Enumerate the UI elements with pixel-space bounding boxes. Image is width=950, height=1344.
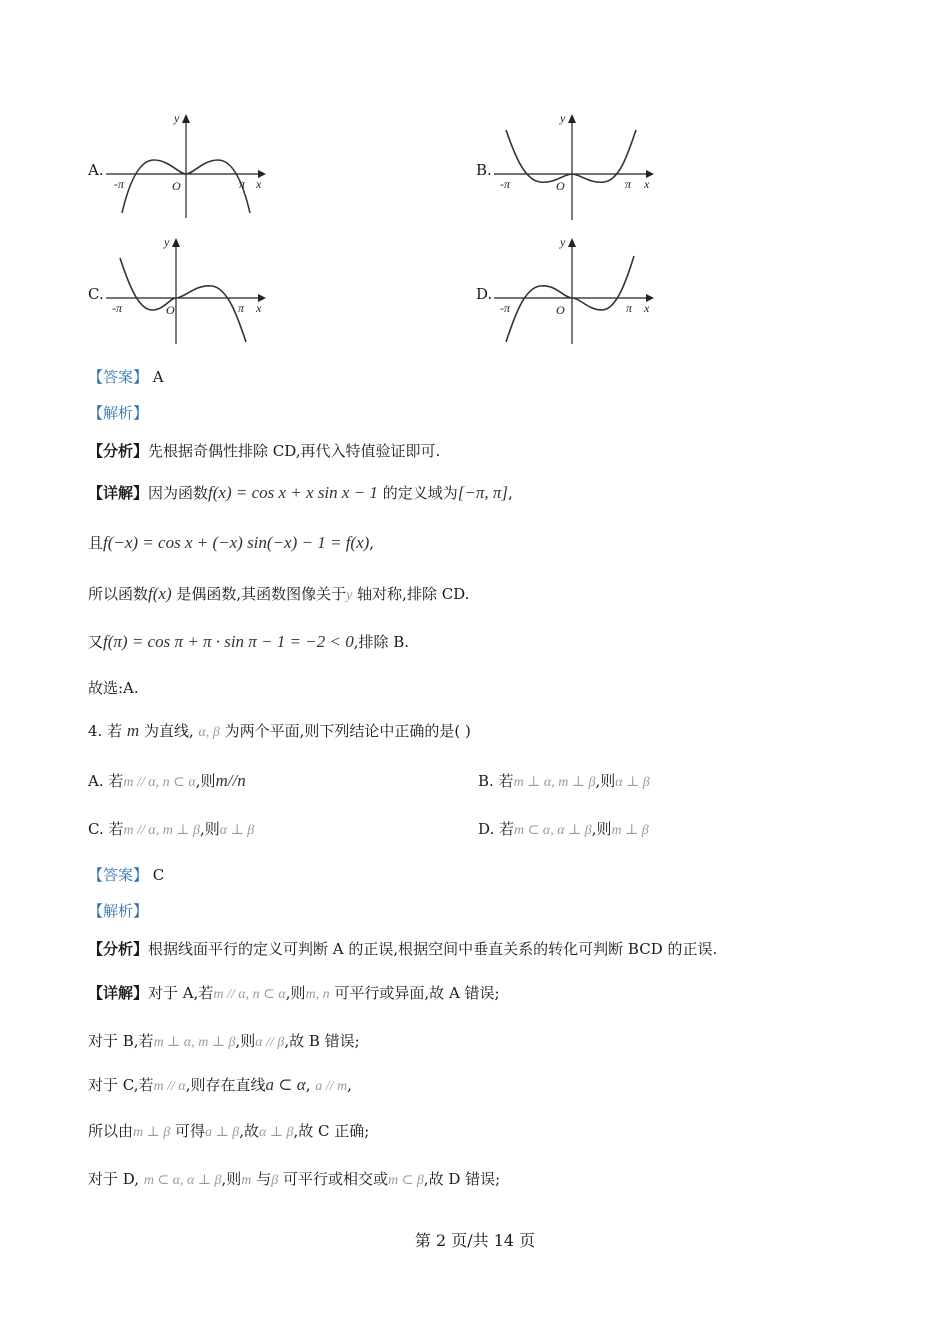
q4-detail-c: 对于 C,若m // α,则存在直线a ⊂ α, a // m, xyxy=(88,1075,352,1094)
q3-fenxi: 【分析】先根据奇偶性排除 CD,再代入特值验证即可. xyxy=(88,442,441,460)
q4-option-a: A. 若m // α, n ⊂ α,则m//n xyxy=(88,771,246,790)
graph-c-origin: O xyxy=(166,303,175,317)
graph-c-x: x xyxy=(256,301,262,315)
graph-b-label: B. xyxy=(476,161,492,179)
graph-d-negpi: -π xyxy=(500,301,511,315)
q4-detail-d: 对于 D, m ⊂ α, α ⊥ β,则m 与β 可平行或相交或m ⊂ β,故 D 错误; xyxy=(88,1170,501,1188)
page-footer: 第 2 页/共 14 页 xyxy=(414,1231,536,1250)
q3-analysis-tag: 【解析】 xyxy=(88,404,149,422)
q4-detail-c2: 所以由m ⊥ β 可得a ⊥ β,故α ⊥ β,故 C 正确; xyxy=(88,1122,370,1140)
graph-b-y: y xyxy=(560,111,566,125)
q4-fenxi: 【分析】根据线面平行的定义可判断 A 的正误,根据空间中垂直关系的转化可判断 BCD 的正误. xyxy=(88,940,718,958)
graph-c xyxy=(104,232,279,348)
q3-line4: 又f(π) = cos π + π · sin π − 1 = −2 < 0,排除 B. xyxy=(88,632,410,651)
q3-detail: 【详解】因为函数f(x) = cos x + x sin x − 1 的定义域为[−π, π], xyxy=(88,483,513,502)
q4-detail-a: 【详解】对于 A,若m // α, n ⊂ α,则m, n 可平行或异面,故 A 错误; xyxy=(88,984,500,1002)
graph-a-label: A. xyxy=(88,161,104,179)
graph-d-y: y xyxy=(560,235,566,249)
graph-a-pi: π xyxy=(239,177,246,191)
q4-option-c: C. 若m // α, m ⊥ β,则α ⊥ β xyxy=(88,820,255,838)
graph-c-pi: π xyxy=(238,301,245,315)
q3-line5: 故选:A. xyxy=(88,679,139,697)
graph-c-label: C. xyxy=(88,285,104,303)
q4-answer: 【答案】 C xyxy=(88,866,165,884)
graph-d-origin: O xyxy=(556,303,565,317)
q4-option-b: B. 若m ⊥ α, m ⊥ β,则α ⊥ β xyxy=(478,772,650,790)
graph-c-y: y xyxy=(164,235,170,249)
q4-option-d: D. 若m ⊂ α, α ⊥ β,则m ⊥ β xyxy=(478,820,649,838)
q3-line2: 且f(−x) = cos x + (−x) sin(−x) − 1 = f(x), xyxy=(88,533,375,552)
graph-b-origin: O xyxy=(556,179,565,193)
graph-b-negpi: -π xyxy=(500,177,511,191)
graph-a xyxy=(104,108,279,224)
graph-a-y: y xyxy=(174,111,180,125)
graph-b-pi: π xyxy=(625,177,632,191)
graph-d-pi: π xyxy=(626,301,633,315)
graph-c-negpi: -π xyxy=(112,301,123,315)
graph-a-x: x xyxy=(256,177,262,191)
q4-detail-b: 对于 B,若m ⊥ α, m ⊥ β,则α // β,故 B 错误; xyxy=(88,1032,360,1050)
q4-stem: 4. 若 m 为直线, α, β 为两个平面,则下列结论中正确的是( ) xyxy=(88,721,471,740)
q4-analysis-tag: 【解析】 xyxy=(88,902,149,920)
q3-line3: 所以函数f(x) 是偶函数,其函数图像关于y 轴对称,排除 CD. xyxy=(88,584,470,603)
graph-a-negpi: -π xyxy=(114,177,125,191)
graph-b xyxy=(492,108,667,224)
graph-d xyxy=(492,232,667,348)
graph-b-x: x xyxy=(644,177,650,191)
graph-d-x: x xyxy=(644,301,650,315)
graph-a-origin: O xyxy=(172,179,181,193)
graph-d-label: D. xyxy=(476,285,493,303)
q3-answer: 【答案】 A xyxy=(88,368,164,386)
